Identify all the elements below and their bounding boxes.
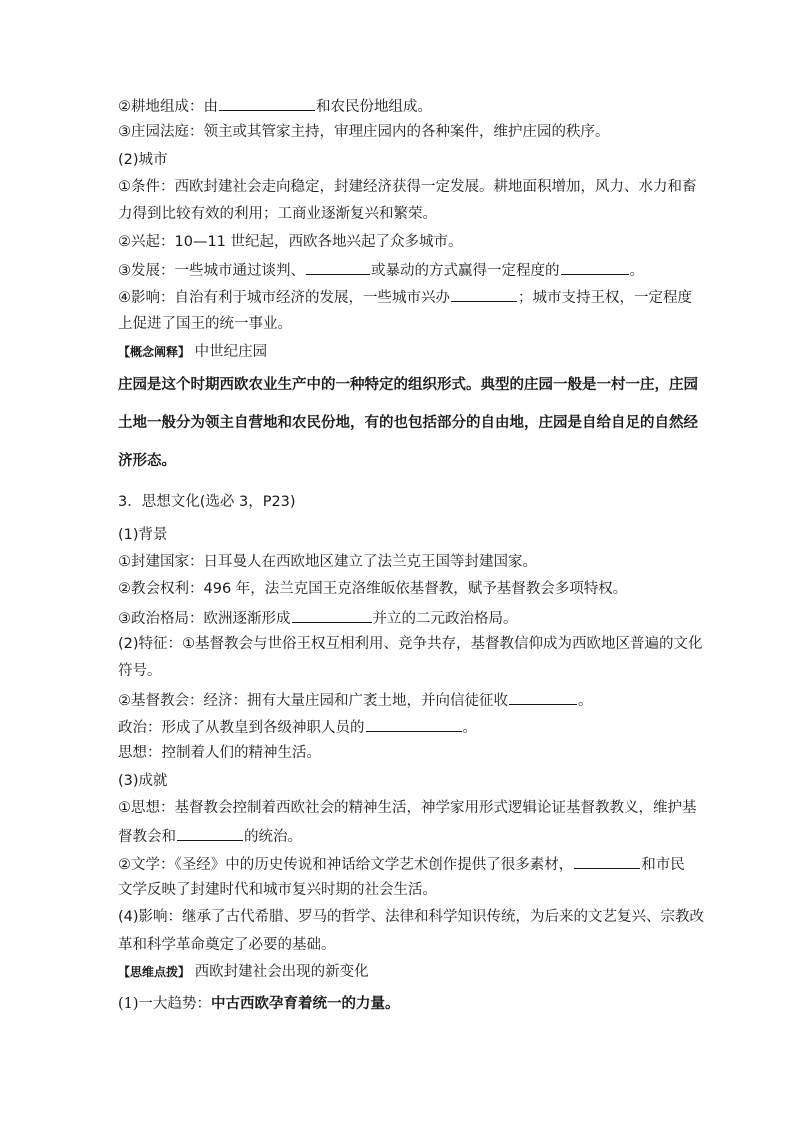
line-text: ③政治格局：欧洲逐渐形成 [118,611,291,627]
line-text: (4)影响：继承了古代希腊、罗马的哲学、法律和科学知识传统，为后来的文艺复兴、宗教改 [118,909,705,925]
line-text: 督教会和 [118,829,176,845]
text-line [118,854,685,874]
text-line [118,580,627,598]
line-text: 文学反映了封建时代和城市复兴时期的社会生活。 [118,882,437,898]
fill-blank [574,854,640,869]
line-text: 革和科学革命奠定了必要的基础。 [118,937,336,953]
line-text: 。 [462,720,477,736]
line-text: ②兴起：10—11 世纪起，西欧各地兴起了众多城市。 [118,234,463,250]
line-text: 和市民 [641,857,685,873]
line-text: 符号。 [118,663,162,679]
line-text: ②基督教会：经济：拥有大量庄园和广袤土地，并向信徒征收 [118,693,508,709]
thinking-tip-tag: 【思维点拨】 [118,965,191,979]
line-text: 思想：控制着人们的精神生活。 [118,745,321,761]
line-text: ①封建国家：日耳曼人在西欧地区建立了法兰克王国等封建国家。 [118,554,537,570]
line-text: ②文学：《圣经》中的历史传说和神话给文学艺术创作提供了很多素材， [118,857,574,873]
fill-blank [292,608,372,623]
line-text: (2)城市 [118,152,168,168]
line-text: 庄园是这个时期西欧农业生产中的一种特定的组织形式。典型的庄园一般是一村一庄，庄园 [118,376,698,393]
text-line [118,96,432,116]
fill-blank [177,826,243,841]
line-text: ①思想：基督教会控制着西欧社会的精神生活，神学家用形式逻辑论证基督教教义，维护基 [118,800,697,816]
fill-blank [219,96,315,111]
concept-text-line [118,376,698,394]
text-line [118,799,697,817]
text-line [118,287,692,307]
text-line [118,690,593,710]
text-line [118,908,704,926]
text-line [118,881,437,899]
text-line [118,315,292,333]
line-text: 并立的二元政治格局。 [372,611,518,627]
fill-blank [451,287,517,302]
concept-tag: 【概念阐释】 [118,345,191,359]
text-line [118,205,437,223]
section-heading [118,772,168,790]
line-text: 或暴动的方式赢得一定程度的 [371,263,560,279]
line-text: ④影响：自治有利于城市经济的发展，一些城市兴办 [118,290,450,306]
fill-blank [509,690,577,705]
line-text: 政治：形成了从教皇到各级神职人员的 [118,720,365,736]
fill-blank [306,260,370,275]
line-text: 的统治。 [244,829,302,845]
text-line [118,717,477,737]
text-line [118,635,703,653]
text-line [118,608,518,628]
bold-text: 中古西欧孕育着统一的力量。 [211,995,400,1012]
fill-blank [561,260,629,275]
line-text: 。 [578,693,593,709]
section-heading [118,151,168,169]
line-text: (1)一大趋势： [118,996,212,1012]
line-text: (1)背景 [118,527,168,543]
line-text: 土地一般分为领主自营地和农民份地，有的也包括部分的自由地，庄园是自给自足的自然经 [118,414,698,431]
line-text: ③庄园法庭：领主或其管家主持，审理庄园内的各种案件，维护庄园的秩序。 [118,124,610,140]
fill-blank [366,717,462,732]
text-line [118,744,321,762]
text-line [118,936,336,954]
section-heading [118,493,296,511]
line-text: 西欧封建社会出现的新变化 [190,964,369,980]
text-line [118,995,400,1013]
line-text: 中世纪庄园 [190,344,268,360]
line-text: ；城市支持王权，一定程度 [518,290,692,306]
line-text: ①条件：西欧封建社会走向稳定，封建经济获得一定发展。耕地面积增加，风力、水力和畜 [118,179,697,195]
concept-text-line [118,452,176,470]
text-line [118,826,302,846]
text-line [118,260,644,280]
text-line [118,233,463,251]
line-text: 济形态。 [118,452,176,469]
text-line [118,662,162,680]
line-text: ②耕地组成：由 [118,99,218,115]
section-heading [118,526,168,544]
thinking-tip-title [118,963,369,981]
text-line [118,178,697,196]
text-line [118,553,537,571]
line-text: ②教会权利：496 年，法兰克国王克洛维皈依基督教，赋予基督教会多项特权。 [118,581,628,597]
line-text: 3．思想文化(选必 3，P23) [118,494,296,510]
line-text: (3)成就 [118,773,168,789]
concept-box-title [118,343,267,361]
line-text: 和农民份地组成。 [316,99,432,115]
line-text: 。 [629,263,644,279]
concept-text-line [118,414,698,432]
line-text: ③发展：一些城市通过谈判、 [118,263,305,279]
text-line [118,123,610,141]
line-text: (2)特征：①基督教会与世俗王权互相利用、竞争共存，基督教信仰成为西欧地区普遍的文化 [118,636,703,652]
line-text: 力得到比较有效的利用；工商业逐渐复兴和繁荣。 [118,206,437,222]
line-text: 上促进了国王的统一事业。 [118,316,292,332]
